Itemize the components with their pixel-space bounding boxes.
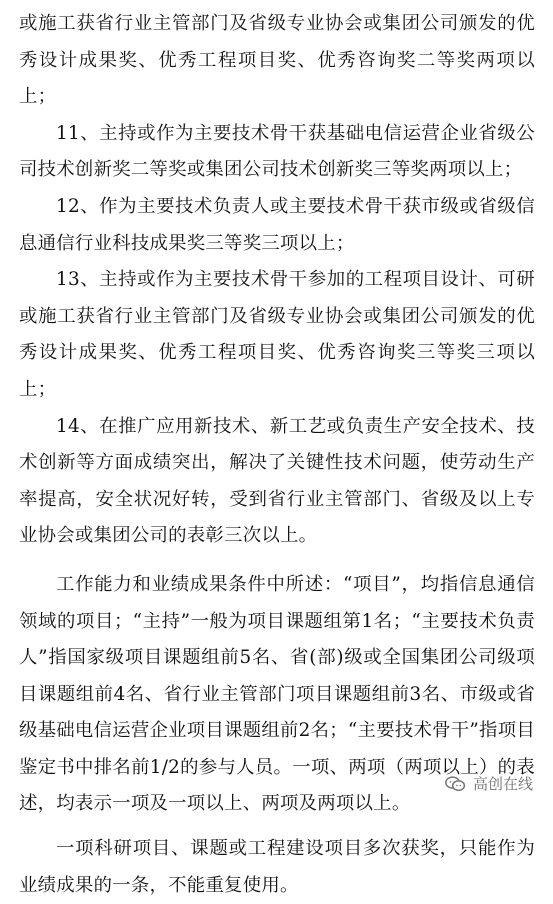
- paragraph-continuation: 或施工获省行业主管部门及省级专业协会或集团公司颁发的优秀设计成果奖、优秀工程项目奖、优秀咨询奖二等奖两项以上；: [19, 13, 535, 108]
- paragraph-note: 一项科研项目、课题或工程建设项目多次获奖，只能作为业绩成果的一条，不能重复使用。: [19, 838, 535, 896]
- watermark-label: 高创在线: [472, 775, 533, 793]
- paragraph-item-13: 13、主持或作为主要技术骨干参加的工程项目设计、可研或施工获省行业主管部门及省级专业协会或集团公司颁发的优秀设计成果奖、优秀工程项目奖、优秀咨询奖三等奖三项以上；: [19, 269, 535, 400]
- paragraph-item-14: 14、在推广应用新技术、新工艺或负责生产安全技术、技术创新等方面成绩突出，解决了关键性技术问题，使劳动生产率提高，安全状况好转，受到省行业主管部门、省级及以上专业协会或集团公司的表彰三次以上。: [19, 415, 535, 547]
- watermark: [444, 773, 533, 794]
- paragraph-item-12: 12、作为主要技术负责人或主要技术骨干获市级或省级信息通信行业科技成果奖三等奖三项以上；: [19, 195, 535, 254]
- wechat-icon: [444, 775, 467, 793]
- paragraph-item-11: 11、主持或作为主要技术骨干获基础电信运营企业省级公司技术创新奖二等奖或集团公司技术创新奖三等奖两项以上；: [19, 122, 535, 181]
- paragraph-explanation: 工作能力和业绩成果条件中所述：“项目”，均指信息通信领域的项目；“主持”一般为项目课题组第1名；“主要技术负责人”指国家级项目课题组前5名、省(部)级或全国集团公司级项目课题组前4名、省行业主管部门项目课题组前3名、市级或省级基础电信运营企业项目课题组前2名；“主要技术骨干”指项目鉴定书中排名前1/2的参与人员。一项、两项（两项以上）的表述，均表示一项及一项以上、两项及两项以上。: [19, 573, 535, 815]
